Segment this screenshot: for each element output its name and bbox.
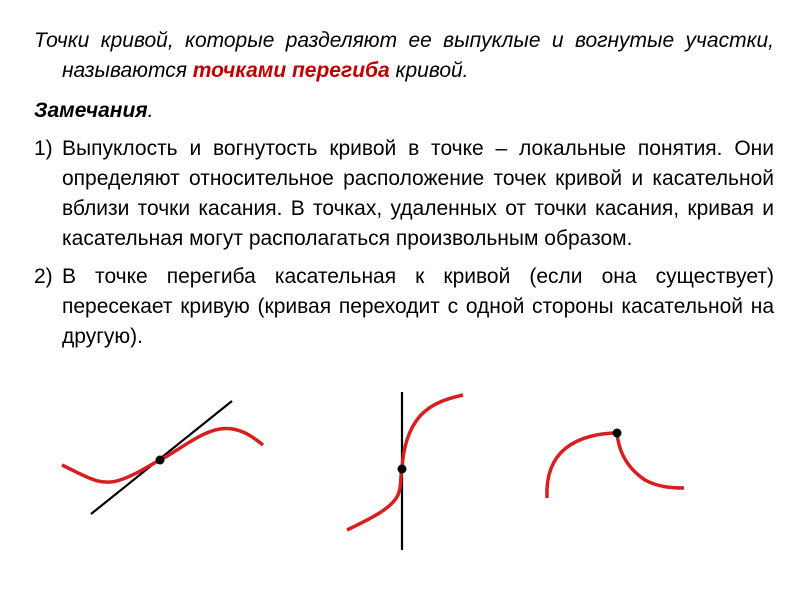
- inflection-curve: [347, 395, 463, 530]
- inflection-point: [156, 456, 165, 465]
- curve-right-branch: [617, 433, 684, 488]
- inflection-figures: [0, 380, 800, 560]
- remarks-list: [34, 134, 774, 352]
- corner-point: [613, 429, 622, 438]
- remark-item: [34, 134, 774, 254]
- remark-text: Выпуклость и вогнутость кривой в точке – локальные понятия. Они определяют относительное расположение точек кривой и касательной вблизи точки касания. В точках, удаленных от точки касания, кривая и касательная могут располагаться произвольным образом.: [62, 137, 774, 250]
- remark-text: В точке перегиба касательная к кривой (если она существует) пересекает кривую (кривая переходит с одной стороны касательной на другую).: [62, 265, 774, 348]
- definition-term: точками перегиба: [192, 59, 390, 82]
- inflection-point: [398, 465, 407, 474]
- remarks-heading-label: Замечания: [34, 99, 148, 122]
- remarks-heading: [34, 96, 774, 126]
- remark-number: 1): [34, 137, 53, 160]
- curve-left-branch: [547, 433, 617, 498]
- figure-slanted-tangent: [62, 401, 263, 514]
- definition-text-before: Точки кривой, которые разделяют ее выпуклые и вогнутые участки, называются: [34, 29, 774, 82]
- definition-paragraph: [34, 26, 774, 86]
- remarks-heading-punct: .: [147, 99, 154, 122]
- figure-corner-point: [547, 429, 684, 499]
- text-block: [34, 26, 774, 360]
- remark-number: 2): [34, 265, 53, 288]
- remark-item: [34, 262, 774, 352]
- figure-vertical-tangent: [347, 392, 463, 550]
- definition-text-after: кривой.: [389, 59, 469, 82]
